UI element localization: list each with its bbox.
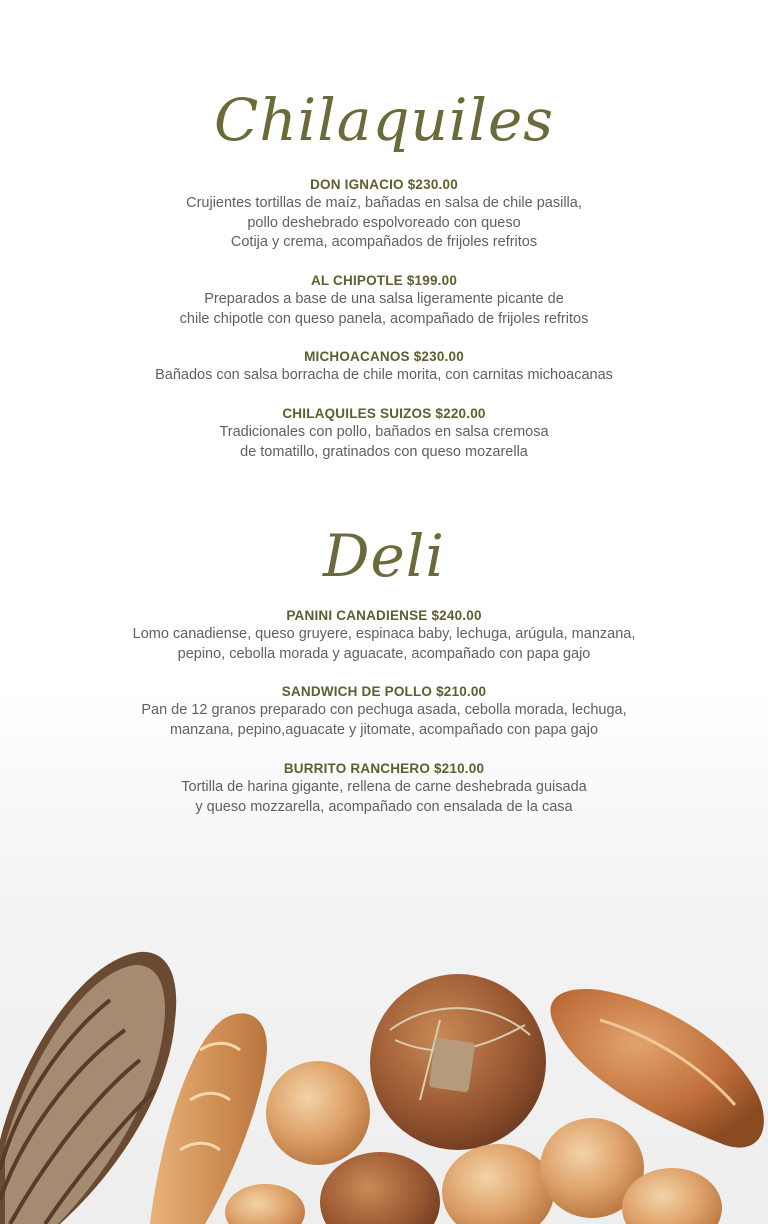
- item-description: [0, 194, 768, 253]
- item-description: [0, 366, 768, 386]
- bread-photo-illustration: [0, 940, 768, 1224]
- menu-item-panini-canadiense: [0, 606, 768, 664]
- description-line: Tradicionales con pollo, bañados en salsa cremosa: [219, 424, 549, 440]
- description-line: Preparados a base de una salsa ligeramente picante de: [204, 291, 564, 307]
- menu-item-chilaquiles-suizos: [0, 404, 768, 462]
- item-description: [0, 701, 768, 740]
- round-sourdough-boule: [370, 974, 546, 1150]
- menu-item-michoacanos: [0, 347, 768, 386]
- description-line: Tortilla de harina gigante, rellena de carne deshebrada guisada: [181, 779, 587, 795]
- bread-roll: [442, 1144, 554, 1224]
- description-line: Lomo canadiense, queso gruyere, espinaca baby, lechuga, arúgula, manzana,: [132, 626, 636, 642]
- menu-item-sandwich-de-pollo: [0, 682, 768, 740]
- description-line: y queso mozzarella, acompañado con ensalada de la casa: [195, 798, 573, 815]
- menu-item-don-ignacio: [0, 175, 768, 253]
- bread-roll: [225, 1184, 305, 1224]
- menu-item-burrito-ranchero: [0, 759, 768, 817]
- menu-item-al-chipotle: [0, 271, 768, 329]
- item-name: MICHOACANOS $230.00: [304, 349, 464, 364]
- item-description: [0, 778, 768, 817]
- description-line: de tomatillo, gratinados con queso mozarella: [240, 443, 528, 460]
- section-title-deli: Deli: [323, 522, 445, 590]
- item-name: AL CHIPOTLE $199.00: [310, 273, 458, 288]
- description-line: pepino, cebolla morada y aguacate, acompañado con papa gajo: [177, 645, 591, 662]
- description-line: manzana, pepino,aguacate y jitomate, acompañado con papa gajo: [169, 721, 599, 738]
- item-name: BURRITO RANCHERO $210.00: [283, 761, 485, 776]
- item-description: [0, 290, 768, 329]
- bread-roll: [320, 1152, 440, 1224]
- item-name: PANINI CANADIENSE $240.00: [286, 608, 482, 623]
- bread-roll: [266, 1061, 370, 1165]
- description-line: chile chipotle con queso panela, acompañado de frijoles refritos: [179, 310, 589, 327]
- item-name: DON IGNACIO $230.00: [310, 177, 458, 192]
- sliced-rye-bread: [0, 952, 176, 1224]
- item-description: [0, 423, 768, 462]
- description-line: pollo deshebrado espolvoreado con queso: [247, 214, 521, 231]
- description-line: Pan de 12 granos preparado con pechuga asada, cebolla morada, lechuga,: [141, 702, 627, 718]
- description-line: Bañados con salsa borracha de chile morita, con carnitas michoacanas: [155, 367, 613, 383]
- section-title-chilaquiles: Chilaquiles: [213, 86, 555, 154]
- description-line: Crujientes tortillas de maíz, bañadas en salsa de chile pasilla,: [186, 195, 582, 211]
- item-description: [0, 625, 768, 664]
- description-line: Cotija y crema, acompañados de frijoles refritos: [230, 234, 538, 250]
- item-name: SANDWICH DE POLLO $210.00: [281, 684, 487, 699]
- item-name: CHILAQUILES SUIZOS $220.00: [282, 406, 486, 421]
